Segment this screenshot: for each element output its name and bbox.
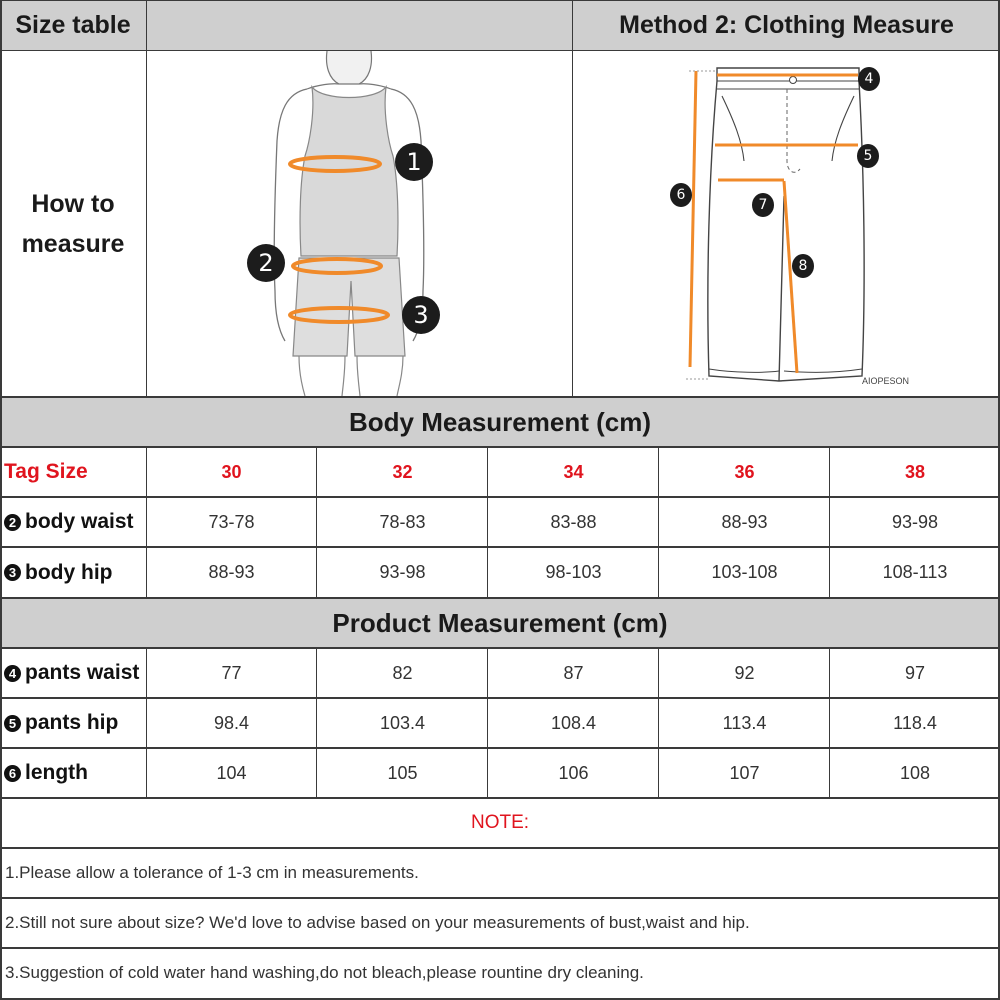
size-30: 30 bbox=[221, 461, 242, 482]
size-38: 38 bbox=[904, 461, 926, 482]
marker-3-icon: 3 bbox=[402, 296, 440, 334]
brand-label: AIOPESON bbox=[862, 376, 910, 386]
length-label: 6 length bbox=[0, 748, 146, 798]
table-cell: 77 bbox=[221, 662, 242, 683]
marker-7-icon: 7 bbox=[752, 193, 774, 217]
note-3: 3.Suggestion of cold water hand washing,do not bleach,please rountine dry cleaning. bbox=[5, 963, 644, 982]
table-cell: 83-88 bbox=[550, 511, 597, 532]
table-cell: 98-103 bbox=[545, 562, 602, 582]
table-cell: 103-108 bbox=[711, 562, 778, 582]
pants-measure-illustration bbox=[574, 51, 999, 396]
table-cell: 106 bbox=[558, 762, 589, 783]
table-cell: 108.4 bbox=[550, 712, 597, 733]
table-cell: 87 bbox=[563, 662, 584, 683]
marker-2-icon: 2 bbox=[247, 244, 285, 282]
table-cell: 98.4 bbox=[213, 712, 250, 733]
body-waist-label: 2 body waist bbox=[0, 497, 146, 547]
marker-1-icon: 1 bbox=[395, 143, 433, 181]
tag-size-label: Tag Size bbox=[4, 460, 88, 483]
table-cell: 108-113 bbox=[882, 562, 948, 582]
how-to-measure-label: How to measure bbox=[21, 189, 125, 258]
marker-6-icon: 6 bbox=[4, 765, 21, 782]
size-34: 34 bbox=[563, 461, 584, 482]
table-cell: 93-98 bbox=[891, 511, 939, 532]
method2-title: Method 2: Clothing Measure bbox=[619, 10, 954, 39]
table-cell: 93-98 bbox=[379, 562, 426, 582]
size-32: 32 bbox=[392, 461, 413, 482]
pants-waist-label: 4 pants waist bbox=[0, 648, 146, 698]
body-section-title: Body Measurement (cm) bbox=[349, 406, 651, 437]
marker-8-icon: 8 bbox=[792, 254, 814, 278]
body-measure-illustration bbox=[147, 51, 572, 396]
table-cell: 113.4 bbox=[722, 712, 767, 733]
table-cell: 108 bbox=[899, 762, 931, 783]
size-36: 36 bbox=[734, 461, 755, 482]
marker-4-icon: 4 bbox=[4, 665, 21, 682]
pants-hip-label: 5 pants hip bbox=[0, 698, 146, 748]
table-cell: 73-78 bbox=[208, 511, 255, 532]
table-cell: 118.4 bbox=[893, 712, 937, 733]
product-section-title: Product Measurement (cm) bbox=[332, 607, 668, 638]
body-hip-label: 3 body hip bbox=[0, 547, 146, 598]
table-cell: 103.4 bbox=[379, 712, 426, 733]
table-cell: 107 bbox=[729, 762, 760, 783]
marker-4-icon: 4 bbox=[858, 67, 880, 91]
table-cell: 88-93 bbox=[721, 511, 768, 532]
table-cell: 92 bbox=[734, 662, 755, 683]
marker-3-icon: 3 bbox=[4, 564, 21, 581]
table-cell: 82 bbox=[392, 662, 413, 683]
table-cell: 78-83 bbox=[379, 511, 426, 532]
table-cell: 88-93 bbox=[208, 562, 255, 582]
marker-5-icon: 5 bbox=[857, 144, 879, 168]
table-cell: 105 bbox=[387, 762, 418, 783]
table-cell: 97 bbox=[904, 662, 926, 683]
size-table-title: Size table bbox=[15, 10, 131, 39]
table-cell: 104 bbox=[216, 762, 247, 783]
marker-2-icon: 2 bbox=[4, 514, 21, 531]
marker-6-icon: 6 bbox=[670, 183, 692, 207]
marker-5-icon: 5 bbox=[4, 715, 21, 732]
note-2: 2.Still not sure about size? We'd love to advise based on your measurements of bust,waist and hip. bbox=[5, 913, 750, 932]
note-1: 1.Please allow a tolerance of 1-3 cm in measurements. bbox=[5, 863, 419, 882]
note-title: NOTE: bbox=[470, 812, 530, 833]
